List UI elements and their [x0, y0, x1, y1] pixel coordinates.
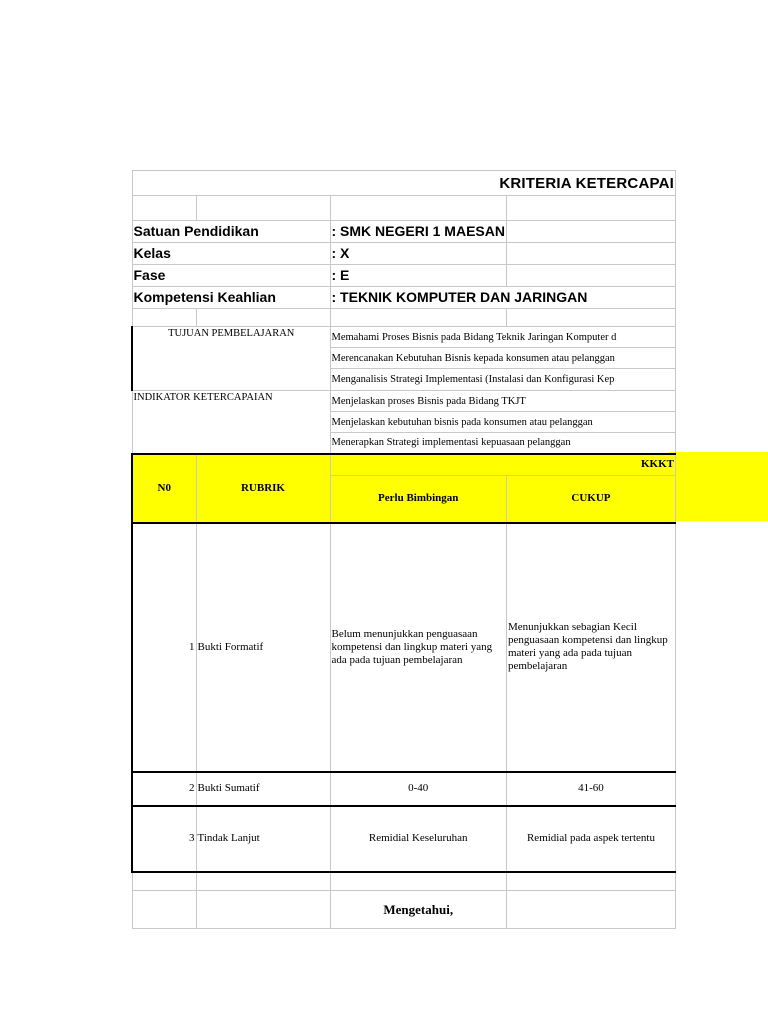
rubric-header-row-1 [132, 454, 675, 476]
info-row-fase [132, 265, 675, 287]
header-fill-extension [669, 452, 768, 521]
row-rubrik: Bukti Sumatif [196, 772, 330, 806]
footer-mengetahui: Mengetahui, [330, 891, 506, 929]
blank-row [132, 872, 675, 891]
info-row-kelas [132, 243, 675, 265]
info-label-fase: Fase [132, 265, 196, 287]
blank-row [132, 196, 675, 221]
info-value-kompetensi: : TEKNIK KOMPUTER DAN JARINGAN [330, 287, 675, 309]
row-perlu: 0-40 [330, 772, 506, 806]
row-rubrik: Bukti Formatif [196, 523, 330, 772]
table-row [132, 523, 675, 772]
info-value-fase: : E [330, 265, 506, 287]
title-row [132, 171, 675, 196]
indikator-item-1: Menjelaskan proses Bisnis pada Bidang TKJT [330, 391, 675, 412]
info-value-satuan: : SMK NEGERI 1 MAESAN [330, 221, 506, 243]
row-perlu: Belum menunjukkan penguasaan kompetensi dan lingkup materi yang ada pada tujuan pembelajaran [330, 523, 506, 772]
tujuan-label: TUJUAN PEMBELAJARAN [132, 327, 330, 391]
header-rubrik: RUBRIK [196, 454, 330, 523]
indikator-row-1 [132, 391, 675, 412]
header-level-perlu: Perlu Bimbingan [330, 476, 506, 523]
info-label-kompetensi: Kompetensi Keahlian [132, 287, 330, 309]
info-label-kelas: Kelas [132, 243, 196, 265]
header-kkk: KKKT [330, 454, 675, 476]
blank-row [132, 309, 675, 327]
indikator-label: INDIKATOR KETERCAPAIAN [132, 391, 330, 454]
row-cukup: 41-60 [506, 772, 675, 806]
row-rubrik: Tindak Lanjut [196, 806, 330, 872]
row-cukup: Menunjukkan sebagian Kecil penguasaan kompetensi dan lingkup materi yang ada pada tujuan pembelajaran [506, 523, 675, 772]
tujuan-item-2: Merencanakan Kebutuhan Bisnis kepada konsumen atau pelanggan [330, 348, 675, 369]
row-no: 3 [132, 806, 196, 872]
header-level-cukup: CUKUP [506, 476, 675, 523]
row-no: 1 [132, 523, 196, 772]
indikator-item-2: Menjelaskan kebutuhan bisnis pada konsumen atau pelanggan [330, 412, 675, 433]
footer-row [132, 891, 675, 929]
row-perlu: Remidial Keseluruhan [330, 806, 506, 872]
row-no: 2 [132, 772, 196, 806]
info-value-kelas: : X [330, 243, 506, 265]
info-row-kompetensi [132, 287, 675, 309]
table-row [132, 806, 675, 872]
tujuan-item-3: Menganalisis Strategi Implementasi (Instalasi dan Konfigurasi Kep [330, 369, 675, 391]
tujuan-row-1 [132, 327, 675, 348]
indikator-item-3: Menerapkan Strategi implementasi kepuasaan pelanggan [330, 433, 675, 454]
tujuan-item-1: Memahami Proses Bisnis pada Bidang Teknik Jaringan Komputer d [330, 327, 675, 348]
spreadsheet-table [131, 170, 676, 929]
info-row-satuan [132, 221, 675, 243]
info-label-satuan: Satuan Pendidikan [132, 221, 330, 243]
header-no: N0 [132, 454, 196, 523]
document-title: KRITERIA KETERCAPAI [132, 171, 675, 196]
table-row [132, 772, 675, 806]
row-cukup: Remidial pada aspek tertentu [506, 806, 675, 872]
